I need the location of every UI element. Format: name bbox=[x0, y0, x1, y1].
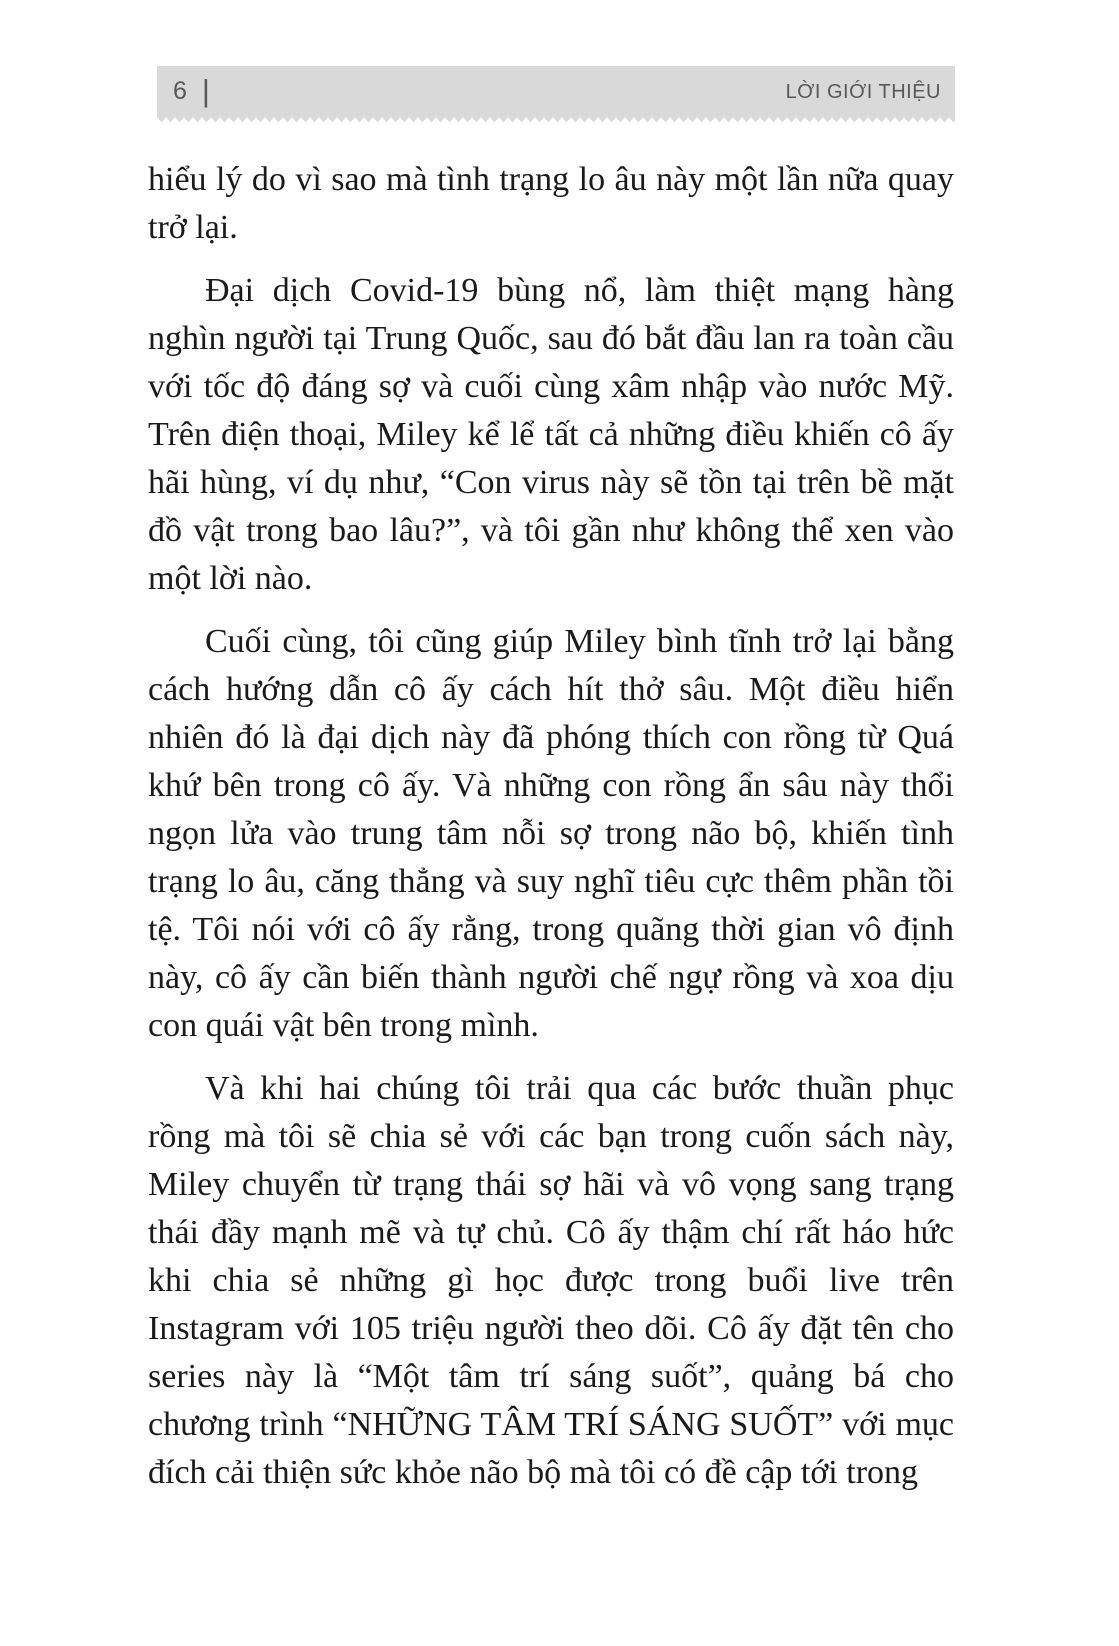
paragraph: Đại dịch Covid-19 bùng nổ, làm thiệt mạng hàng nghìn người tại Trung Quốc, sau đó bắt đầu lan ra toàn cầu với tốc độ đáng sợ và cuối cùng xâm nhập vào nước Mỹ. Trên điện thoại, Miley kể lể tất cả những điều khiến cô ấy hãi hùng, ví dụ như, “Con virus này sẽ tồn tại trên bề mặt đồ vật trong bao lâu?”, và tôi gần như không thể xen vào một lời nào. bbox=[148, 272, 954, 597]
torn-edge-decoration bbox=[157, 117, 955, 123]
paragraph: Và khi hai chúng tôi trải qua các bước thuần phục rồng mà tôi sẽ chia sẻ với các bạn trong cuốn sách này, Miley chuyển từ trạng thái sợ hãi và vô vọng sang trạng thái đầy mạnh mẽ và tự chủ. Cô ấy thậm chí rất háo hức khi chia sẻ những gì học được trong buổi live trên Instagram với 105 triệu người theo dõi. Cô ấy đặt tên cho series này là “Một tâm trí sáng suốt”, quảng bá cho chương trình “NHỮNG TÂM TRÍ SÁNG SUỐT” với mục đích cải thiện sức khỏe não bộ mà tôi có đề cập tới trong bbox=[148, 1070, 954, 1491]
page-number-group bbox=[173, 73, 210, 108]
paragraph-continuation: hiểu lý do vì sao mà tình trạng lo âu này một lần nữa quay trở lại. bbox=[148, 161, 954, 246]
body-text bbox=[148, 156, 954, 1497]
running-title: LỜI GIỚI THIỆU bbox=[785, 80, 941, 103]
page-number: 6 bbox=[173, 77, 188, 105]
paragraph: Cuối cùng, tôi cũng giúp Miley bình tĩnh trở lại bằng cách hướng dẫn cô ấy cách hít thở sâu. Một điều hiển nhiên đó là đại dịch này đã phóng thích con rồng từ Quá khứ bên trong cô ấy. Và những con rồng ẩn sâu này thổi ngọn lửa vào trung tâm nỗi sợ trong não bộ, khiến tình trạng lo âu, căng thẳng và suy nghĩ tiêu cực thêm phần tồi tệ. Tôi nói với cô ấy rằng, trong quãng thời gian vô định này, cô ấy cần biến thành người chế ngự rồng và xoa dịu con quái vật bên trong mình. bbox=[148, 623, 954, 1044]
page-number-divider: | bbox=[201, 73, 210, 108]
running-header bbox=[157, 66, 955, 117]
